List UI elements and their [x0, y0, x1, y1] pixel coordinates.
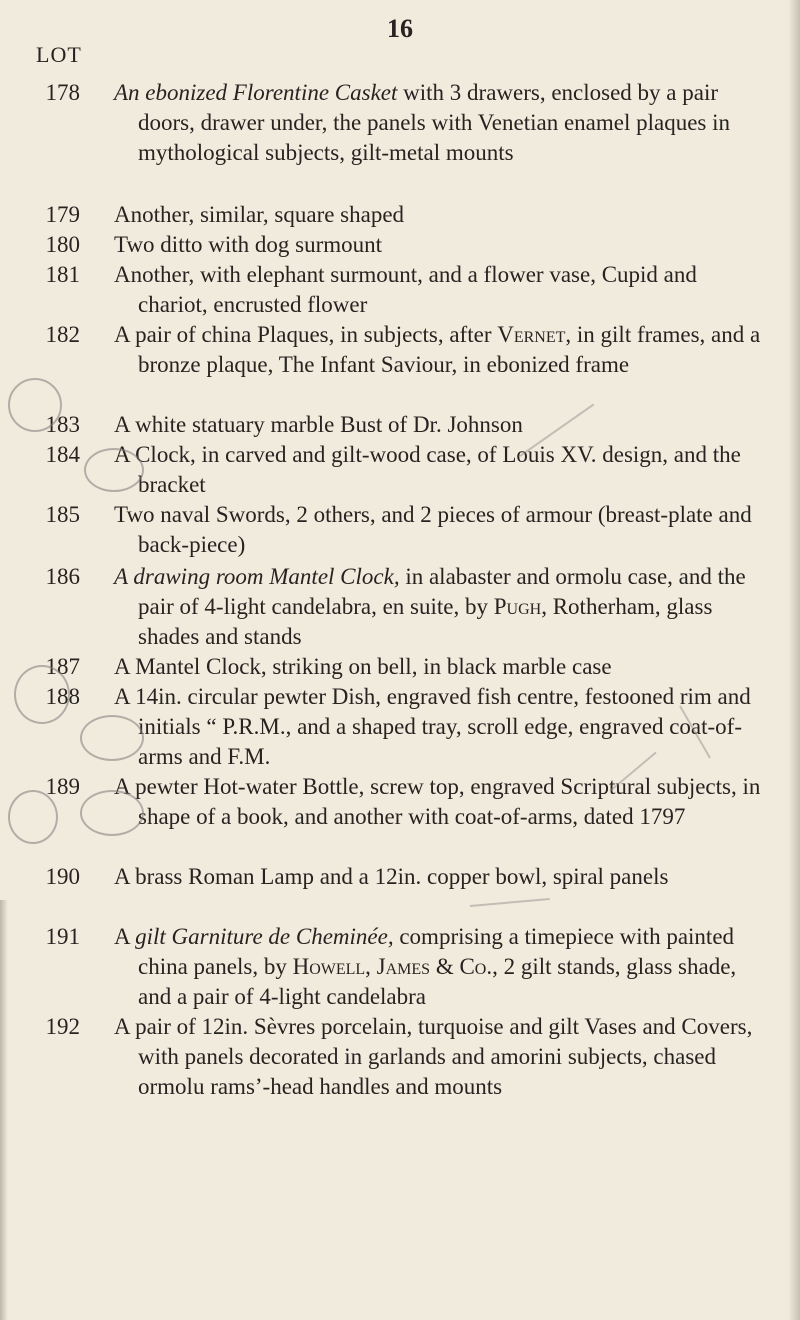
- lot-description: [114, 500, 766, 560]
- lot-number: 182: [45, 322, 80, 347]
- lot-entry: [36, 562, 766, 652]
- lot-description-text: Two naval Swords, 2 others, and 2 pieces of armour (breast-plate and back-piece): [114, 502, 752, 557]
- lot-number: 191: [45, 924, 80, 949]
- lot-entry: [36, 1012, 766, 1102]
- lot-description-text: comprising a timepiece with painted china panels, by: [138, 924, 735, 979]
- lot-description: [114, 320, 766, 380]
- lot-entry: [36, 500, 766, 560]
- lot-description: [114, 1012, 766, 1102]
- lot-number: 186: [45, 564, 80, 589]
- pencil-annotation: [80, 715, 144, 761]
- lot-number: 178: [45, 80, 80, 105]
- lot-description-text: Pugh: [493, 594, 542, 619]
- lot-description: [114, 652, 766, 682]
- lot-number: 184: [45, 442, 80, 467]
- lot-description: [114, 440, 766, 500]
- lot-description-text: A Mantel Clock, striking on bell, in black marble case: [114, 654, 612, 679]
- lot-entry: [36, 772, 766, 832]
- lot-description-text: A pewter Hot-water Bottle, screw top, engraved Scriptural subjects, in shape of a book, and another with coat-of-arms, dated 1797: [114, 774, 761, 829]
- lot-description-text: , Rotherham, glass shades and stands: [138, 594, 713, 649]
- lot-description-text: A 14in. circular pewter Dish, engraved fish centre, festooned rim and initials “ P.R.M., and a shaped tray, scroll edge, engraved coat-of-arms and F.M.: [114, 684, 751, 769]
- lot-number: 180: [45, 232, 80, 257]
- lot-description-text: Another, similar, square shaped: [114, 202, 405, 227]
- lot-description: [114, 862, 766, 892]
- lot-description-text: A: [114, 924, 136, 949]
- lot-number: 190: [45, 864, 80, 889]
- lot-description: [114, 682, 766, 772]
- pencil-stroke: [470, 898, 550, 907]
- lot-description: [114, 772, 766, 832]
- page-shadow-left: [0, 900, 8, 1320]
- lot-description-text: Two ditto with dog surmount: [114, 232, 383, 257]
- pencil-annotation: [8, 378, 62, 432]
- lot-number: 181: [45, 262, 80, 287]
- page-shadow-right: [788, 0, 800, 1320]
- lot-description-text: , 2 gilt stands, glass shade, and a pair of 4-light candelabra: [138, 954, 737, 1009]
- lot-number: 192: [45, 1014, 80, 1039]
- lot-entry: [36, 682, 766, 772]
- lot-entry: [36, 200, 766, 230]
- lot-description-text: A drawing room Mantel Clock,: [114, 564, 400, 589]
- lot-description: [114, 410, 766, 440]
- lot-description-text: with 3 drawers, enclosed by a pair doors, drawer under, the panels with Venetian enamel plaques in mythological subjects, gilt-metal mounts: [138, 80, 731, 165]
- lot-description-text: in alabaster and ormolu case, and the pair of 4-light candelabra, en suite, by: [138, 564, 746, 619]
- lot-entry: [36, 440, 766, 500]
- lot-description: [114, 922, 766, 1012]
- lot-entry: [36, 78, 766, 168]
- lot-description: [114, 562, 766, 652]
- lot-description: [114, 230, 766, 260]
- lot-entry: [36, 922, 766, 1012]
- lot-entry: [36, 320, 766, 380]
- lot-number: 188: [45, 684, 80, 709]
- lot-description: [114, 260, 766, 320]
- lot-description-text: Another, with elephant surmount, and a flower vase, Cupid and chariot, encrusted flower: [114, 262, 697, 317]
- lot-entry: [36, 862, 766, 892]
- page-number: 16: [387, 14, 413, 43]
- lot-entry: [36, 230, 766, 260]
- pencil-annotation: [8, 790, 58, 844]
- lot-column-header: LOT: [36, 42, 82, 67]
- lot-description: [114, 200, 766, 230]
- lot-description-text: A Clock, in carved and gilt-wood case, of Louis XV. design, and the bracket: [114, 442, 741, 497]
- lot-description-text: , in gilt frames, and a bronze plaque, The Infant Saviour, in ebonized frame: [138, 322, 761, 377]
- lot-description-text: Howell, James & Co.: [292, 954, 493, 979]
- lot-number: 183: [45, 412, 80, 437]
- pencil-annotation: [80, 790, 144, 836]
- lot-description-text: A brass Roman Lamp and a 12in. copper bowl, spiral panels: [114, 864, 669, 889]
- lot-entry: [36, 652, 766, 682]
- lot-description-text: An ebonized Florentine Casket: [114, 80, 398, 105]
- lot-number: 179: [45, 202, 80, 227]
- lot-description: [114, 78, 766, 168]
- lot-entry: [36, 260, 766, 320]
- lot-description-text: gilt Garniture de Cheminée,: [135, 924, 394, 949]
- lot-description-text: Vernet: [497, 322, 566, 347]
- lot-description-text: A white statuary marble Bust of Dr. Johnson: [114, 412, 523, 437]
- pencil-annotation: [84, 448, 144, 492]
- lot-number: 189: [45, 774, 80, 799]
- lot-number: 185: [45, 502, 80, 527]
- pencil-annotation: [14, 665, 70, 724]
- lot-entry: [36, 410, 766, 440]
- lot-description-text: A pair of china Plaques, in subjects, after: [114, 322, 498, 347]
- lot-number: 187: [45, 654, 80, 679]
- lot-description-text: A pair of 12in. Sèvres porcelain, turquoise and gilt Vases and Covers, with panels decorated in garlands and amorini subjects, chased ormolu rams’-head handles and mounts: [114, 1014, 753, 1099]
